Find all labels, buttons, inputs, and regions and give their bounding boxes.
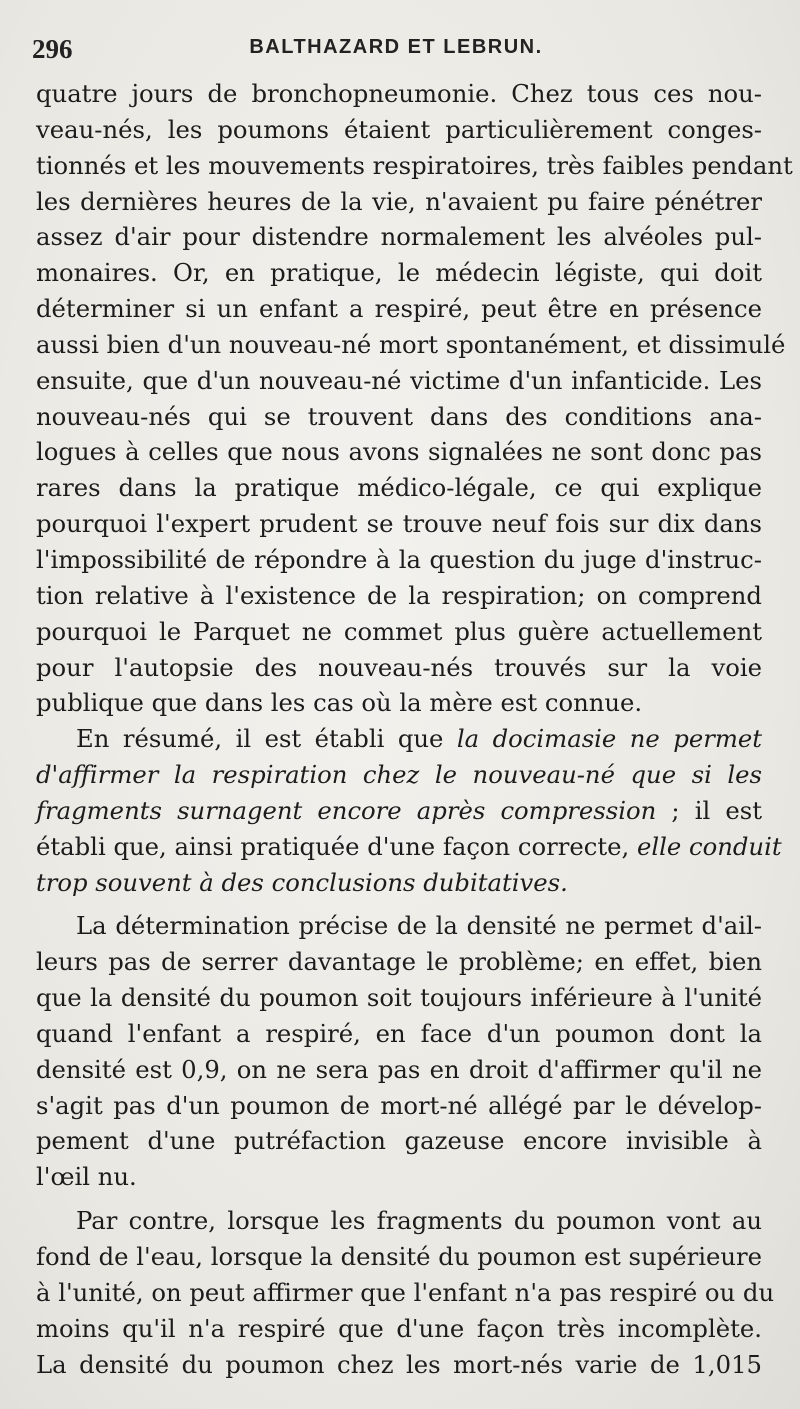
text-line: à l'unité, on peut affirmer que l'enfant n'a pas respiré ou du — [36, 1277, 775, 1307]
text-line: trop souvent à des conclusions dubitatives. — [36, 867, 568, 897]
text-line: l'œil nu. — [36, 1162, 137, 1192]
paragraph-2 — [36, 721, 782, 900]
text-line: pourquoi le Parquet ne commet plus guère actuellement — [36, 616, 762, 646]
text-line: publique que dans les cas où la mère est connue. — [36, 688, 643, 718]
text-line: s'agit pas d'un poumon de mort-né allégé par le dévelop- — [36, 1090, 762, 1120]
text-line: nouveau-nés qui se trouvent dans des conditions ana- — [36, 401, 762, 431]
text-line: les dernières heures de la vie, n'avaient pu faire pénétrer — [36, 186, 762, 216]
page-body — [36, 76, 793, 1382]
text-line: aussi bien d'un nouveau-né mort spontanément, et dissimulé — [36, 329, 786, 359]
text-line: Par contre, lorsque les fragments du poumon vont au — [76, 1206, 762, 1236]
text-line: établi que, ainsi pratiquée d'une façon correcte, elle conduit — [36, 831, 782, 861]
text-line: tion relative à l'existence de la respiration; on comprend — [36, 580, 762, 610]
text-line: fragments surnagent encore après compression ; il est — [36, 795, 762, 825]
page-header — [32, 34, 760, 74]
paragraph-1 — [36, 76, 793, 721]
text-line: assez d'air pour distendre normalement les alvéoles pul- — [36, 222, 762, 252]
text-line: logues à celles que nous avons signalées ne sont donc pas — [36, 437, 762, 467]
text-line: En résumé, il est établi que la docimasie ne permet — [76, 724, 762, 754]
text-line: leurs pas de serrer davantage le problème; en effet, bien — [36, 947, 762, 977]
text-line: d'affirmer la respiration chez le nouveau-né que si les — [36, 760, 762, 790]
page-number: 296 — [32, 34, 73, 64]
text-line: pement d'une putréfaction gazeuse encore invisible à — [36, 1126, 762, 1156]
text-line: pour l'autopsie des nouveau-nés trouvés sur la voie — [36, 652, 762, 682]
text-line: quatre jours de bronchopneumonie. Chez tous ces nou- — [36, 79, 762, 108]
text-line: monaires. Or, en pratique, le médecin légiste, qui doit — [36, 258, 762, 288]
paragraph-3 — [36, 908, 762, 1195]
text-line: veau-nés, les poumons étaient particulièrement conges- — [36, 114, 762, 144]
text-line: ensuite, que d'un nouveau-né victime d'un infanticide. Les — [36, 365, 762, 395]
text-line: pourquoi l'expert prudent se trouve neuf fois sur dix dans — [36, 509, 762, 539]
text-line: densité est 0,9, on ne sera pas en droit d'affirmer qu'il ne — [36, 1054, 762, 1084]
running-head: BALTHAZARD ET LEBRUN. — [249, 36, 543, 58]
paragraph-4 — [36, 1203, 775, 1382]
text-line: moins qu'il n'a respiré que d'une façon très incomplète. — [36, 1313, 762, 1343]
text-line: déterminer si un enfant a respiré, peut être en présence — [36, 294, 762, 324]
text-line: fond de l'eau, lorsque la densité du poumon est supérieure — [36, 1242, 762, 1271]
text-line: l'impossibilité de répondre à la question du juge d'instruc- — [36, 544, 762, 574]
text-line: quand l'enfant a respiré, en face d'un poumon dont la — [36, 1018, 762, 1048]
text-line: La densité du poumon chez les mort-nés varie de 1,015 — [36, 1349, 762, 1379]
text-line: tionnés et les mouvements respiratoires, très faibles pendant — [36, 150, 793, 180]
text-line: La détermination précise de la densité ne permet d'ail- — [76, 911, 762, 941]
text-line: que la densité du poumon soit toujours inférieure à l'unité — [36, 983, 762, 1013]
text-line: rares dans la pratique médico-légale, ce qui explique — [36, 473, 762, 503]
